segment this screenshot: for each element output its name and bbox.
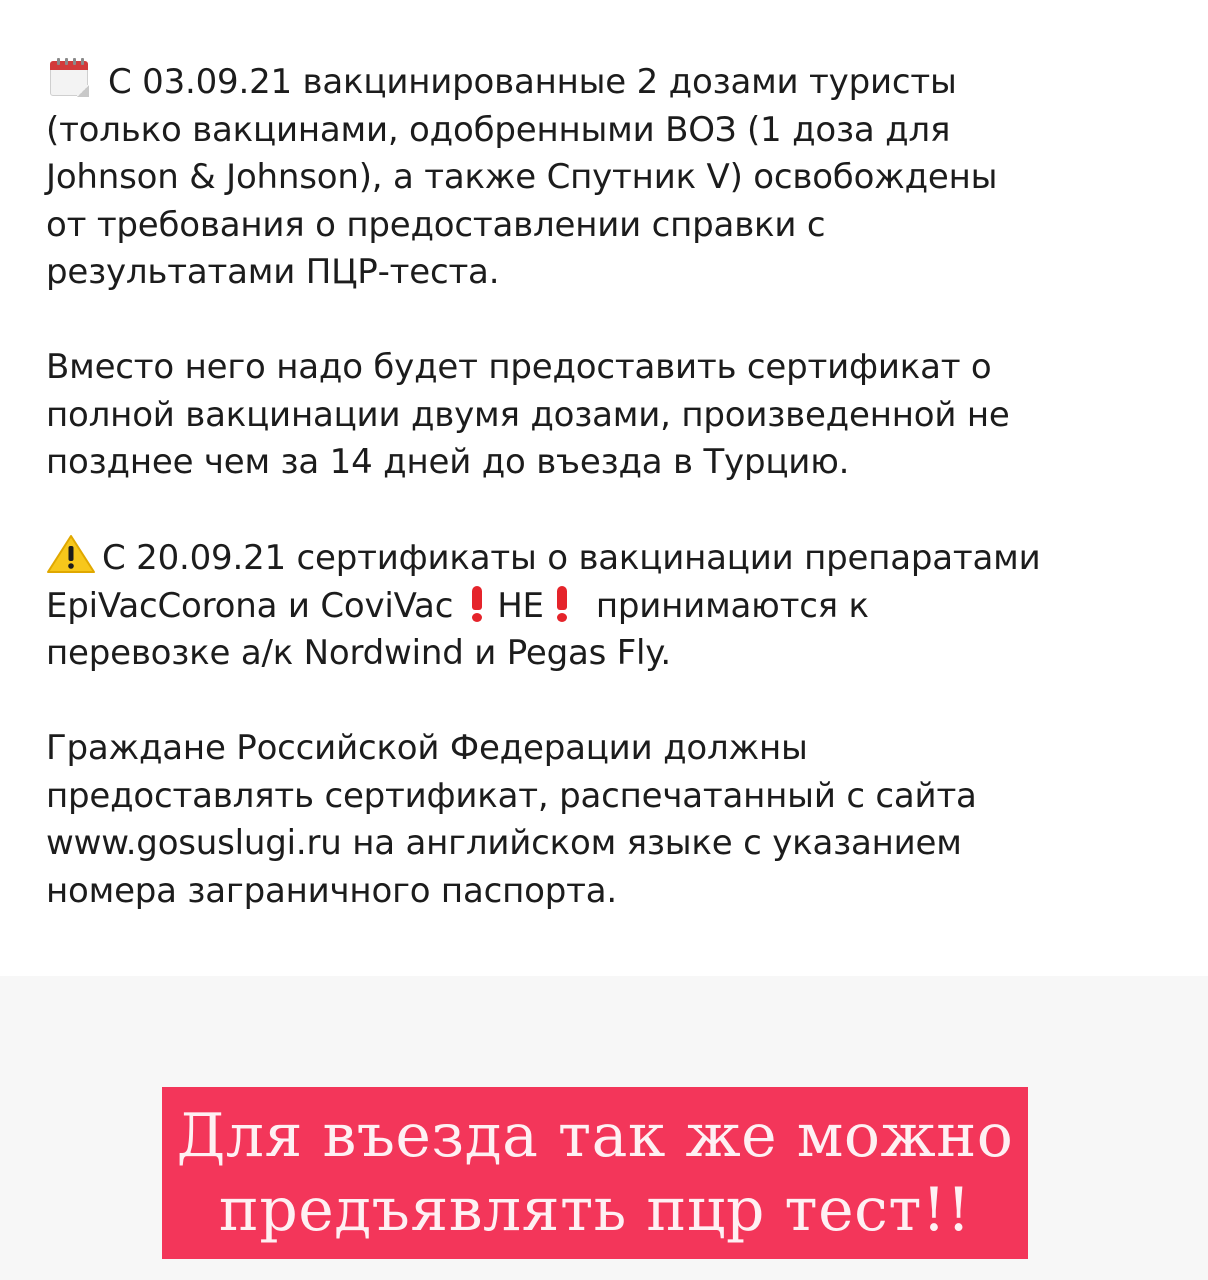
paragraph-line-part: принимаются к: [595, 585, 869, 626]
paragraph-line: Johnson & Johnson), а также Спутник V) освобождены: [46, 157, 998, 197]
paragraph-line: предоставлять сертификат, распечатанный с сайта: [46, 775, 977, 816]
pcr-test-banner: [162, 1087, 1028, 1259]
not-emphasis-text: НЕ: [497, 585, 544, 626]
red-exclamation-icon: [469, 584, 485, 622]
paragraph-vaccination-exemption: [46, 58, 1176, 297]
paragraph-line: Граждане Российской Федерации должны: [46, 728, 808, 768]
paragraph-line: Вместо него надо будет предоставить сертификат о: [46, 347, 992, 387]
red-exclamation-icon: [554, 584, 570, 622]
warning-icon: [46, 534, 98, 574]
paragraph-line: перевозке а/к Nordwind и Pegas Fly.: [46, 633, 671, 673]
banner-line: предъявлять пцр тест!!: [218, 1175, 972, 1245]
paragraph-line: позднее чем за 14 дней до въезда в Турцию.: [46, 442, 850, 482]
paragraph-line-part: EpiVacCorona и CoviVac: [46, 585, 454, 626]
paragraph-line: С 20.09.21 сертификаты о вакцинации препаратами: [102, 538, 1041, 578]
calendar-icon: [46, 58, 92, 98]
paragraph-line: от требования о предоставлении справки с: [46, 204, 826, 245]
paragraph-line: (только вакцинами, одобренными ВОЗ (1 доза для: [46, 109, 951, 150]
paragraph-line: номера заграничного паспорта.: [46, 870, 617, 911]
paragraph-line: результатами ПЦР-теста.: [46, 252, 500, 292]
paragraph-line: www.gosuslugi.ru на английском языке с указанием: [46, 823, 962, 863]
banner-line: Для въезда так же можно: [176, 1101, 1014, 1171]
paragraph-russian-citizens: [46, 725, 1176, 915]
paragraph-line: полной вакцинации двумя дозами, произведенной не: [46, 394, 1010, 435]
paragraph-line: С 03.09.21 вакцинированные 2 дозами туристы: [108, 62, 957, 102]
paragraph-airline-warning: [46, 534, 1176, 678]
paragraph-certificate-requirement: [46, 344, 1176, 487]
post-text: [46, 58, 1176, 963]
